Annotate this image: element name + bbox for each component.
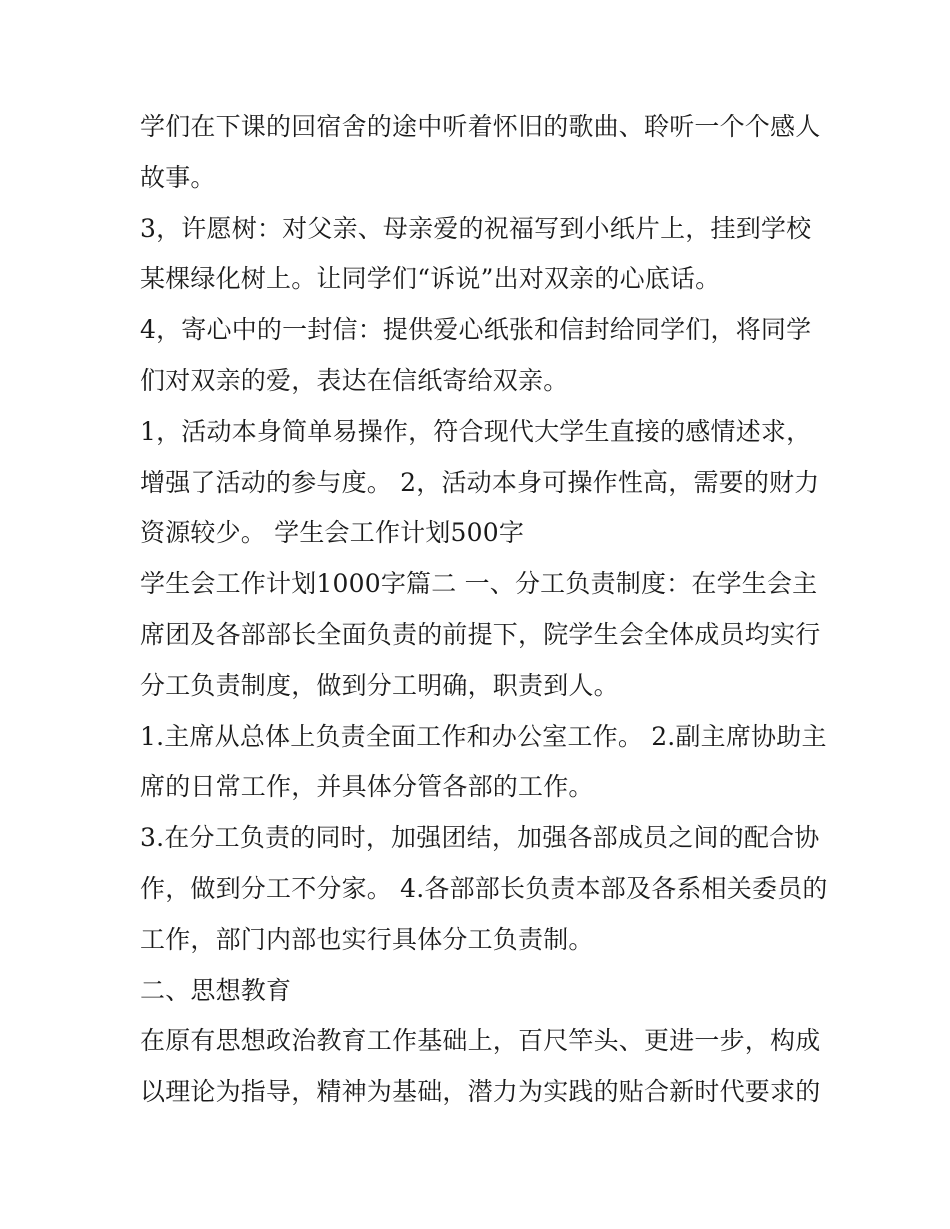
text-line: 某棵绿化树上。让同学们“诉说”出对双亲的心底话。 bbox=[140, 264, 721, 294]
text-line: 席的日常工作，并具体分管各部的工作。 bbox=[140, 772, 594, 802]
text-line: 分工负责制度，做到分工明确，职责到人。 bbox=[140, 670, 619, 700]
text-line: 工作，部门内部也实行具体分工负责制。 bbox=[140, 924, 594, 954]
text-line: 1，活动本身简单易操作，符合现代大学生直接的感情述求， bbox=[140, 416, 812, 446]
text-line: 增强了活动的参与度。 2，活动本身可操作性高，需要的财力 bbox=[140, 467, 820, 497]
text-line: 3.在分工负责的同时，加强团结，加强各部成员之间的配合协 bbox=[140, 823, 820, 853]
text-line: 席团及各部部长全面负责的前提下，院学生会全体成员均实行 bbox=[140, 619, 821, 649]
text-line: 以理论为指导，精神为基础，潜力为实践的贴合新时代要求的 bbox=[140, 1077, 821, 1107]
text-line: 在原有思想政治教育工作基础上，百尺竿头、更进一步，构成 bbox=[140, 1026, 821, 1056]
text-line: 学们在下课的回宿舍的途中听着怀旧的歌曲、聆听一个个感人 bbox=[140, 112, 821, 141]
text-line: 3，许愿树：对父亲、母亲爱的祝福写到小纸片上，挂到学校 bbox=[140, 213, 812, 243]
document-body bbox=[140, 102, 830, 1118]
text-line: 们对双亲的爱，表达在信纸寄给双亲。 bbox=[140, 365, 569, 395]
text-line: 4，寄心中的一封信：提供爱心纸张和信封给同学们，将同学 bbox=[140, 315, 812, 345]
text-line: 资源较少。 学生会工作计划500字 bbox=[140, 518, 525, 548]
text-line: 学生会工作计划1000字篇二 一、分工负责制度：在学生会主 bbox=[140, 569, 818, 599]
text-line: 1.主席从总体上负责全面工作和办公室工作。 2.副主席协助主 bbox=[140, 721, 827, 751]
section-heading: 二、思想教育 bbox=[140, 975, 292, 1005]
text-line: 作，做到分工不分家。 4.各部部长负责本部及各系相关委员的 bbox=[140, 873, 828, 903]
text-line: 故事。 bbox=[140, 162, 216, 192]
